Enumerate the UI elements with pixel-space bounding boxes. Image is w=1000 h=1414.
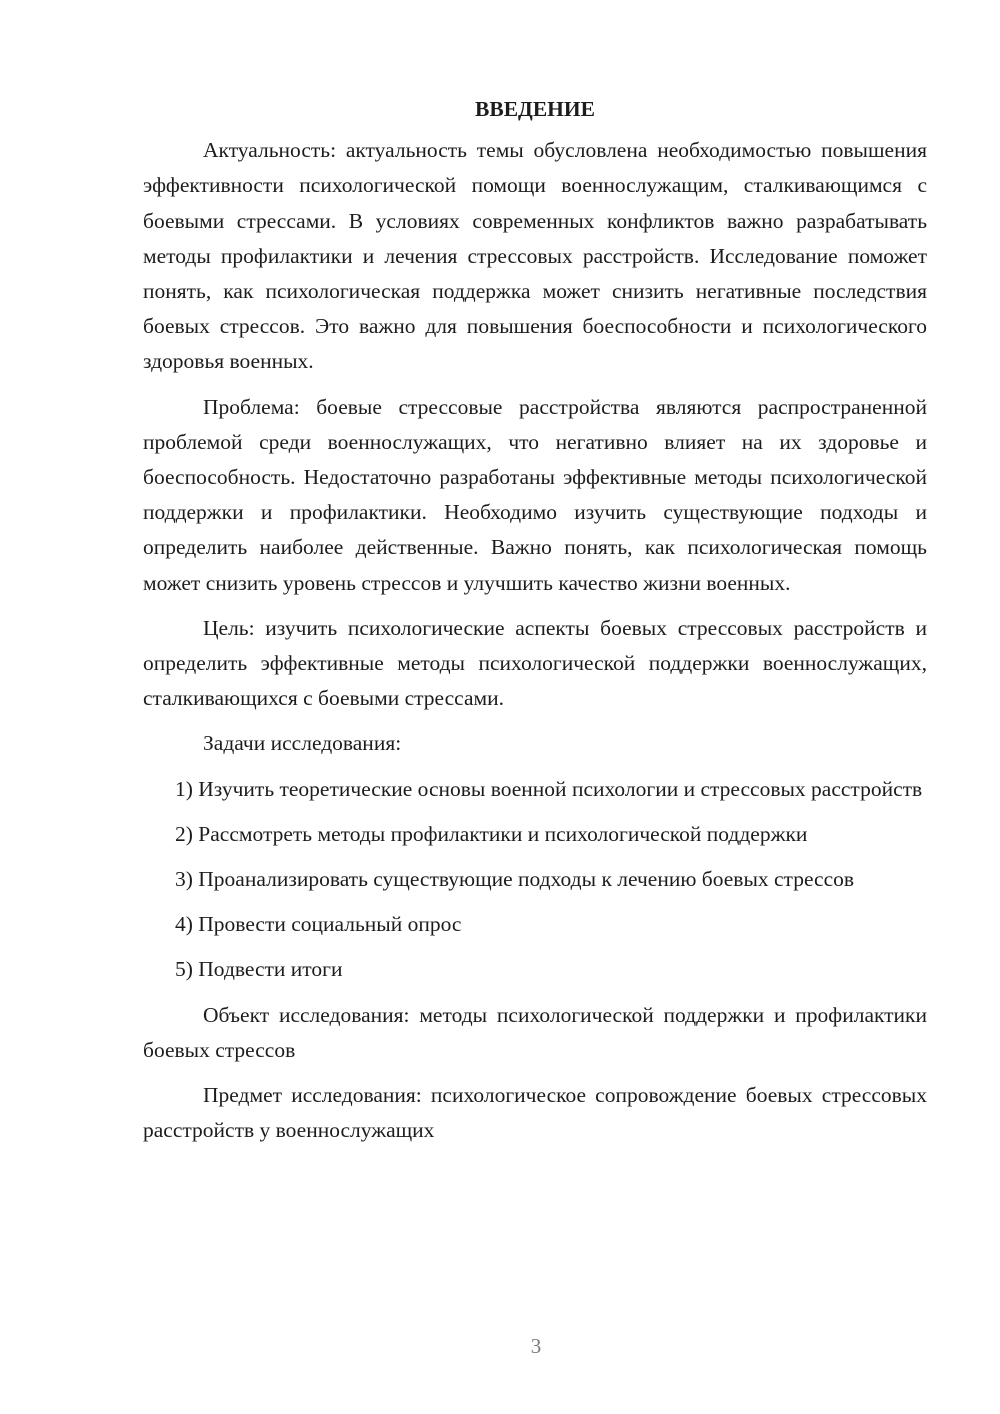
paragraph-object: Объект исследования: методы психологической поддержки и профилактики боевых стрессов (143, 1002, 927, 1062)
tasks-heading: Задачи исследования: (203, 731, 402, 756)
page-number: 3 (530, 1334, 542, 1358)
task-item-5: 5) Подвести итоги (175, 957, 343, 982)
task-item-3: 3) Проанализировать существующие подходы к лечению боевых стрессов (175, 867, 855, 892)
document-page (143, 92, 927, 1158)
paragraph-problem: Проблема: боевые стрессовые расстройства являются распространенной проблемой среди военнослужащих, что негативно влияет на их здоровье и боеспособность. Недостаточно разработаны эффективные методы психологической поддержки и профилактики. Необходимо изучить существующие подходы и определить наиболее действенные. Важно понять, как психологическая помощь может снизить уровень стрессов и улучшить качество жизни военных. (143, 394, 927, 595)
task-item-4: 4) Провести социальный опрос (175, 912, 462, 937)
page-title: ВВЕДЕНИЕ (475, 97, 595, 121)
paragraph-subject: Предмет исследования: психологическое сопровождение боевых стрессовых расстройств у военнослужащих (143, 1083, 927, 1143)
task-item-1: 1) Изучить теоретические основы военной психологии и стрессовых расстройств (175, 776, 923, 801)
paragraph-goal: Цель: изучить психологические аспекты боевых стрессовых расстройств и определить эффективные методы психологической поддержки военнослужащих, сталкивающихся с боевыми стрессами. (143, 615, 927, 711)
task-item-2: 2) Рассмотреть методы профилактики и психологической поддержки (175, 821, 808, 846)
paragraph-relevance: Актуальность: актуальность темы обусловлена необходимостью повышения эффективности психологической помощи военнослужащим, сталкивающимся с боевыми стрессами. В условиях современных конфликтов важно разрабатывать методы профилактики и лечения стрессовых расстройств. Исследование поможет понять, как психологическая поддержка может снизить негативные последствия боевых стрессов. Это важно для повышения боеспособности и психологического здоровья военных. (143, 138, 927, 374)
